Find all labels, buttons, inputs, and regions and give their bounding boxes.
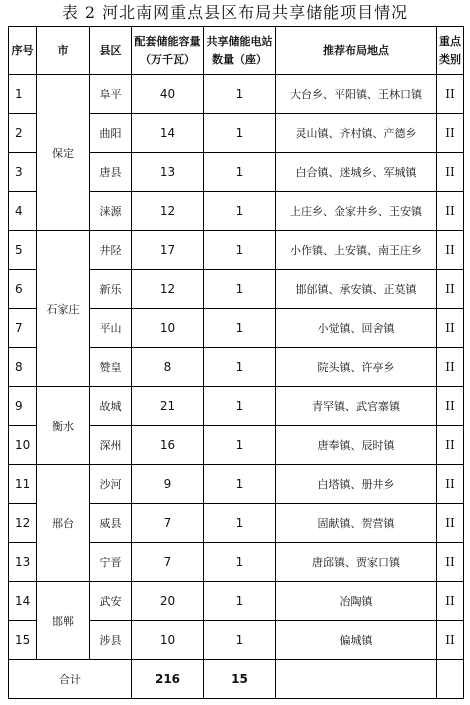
row-capacity: 9 [132, 465, 204, 504]
row-county: 阜平 [90, 75, 132, 114]
row-category: II [437, 621, 464, 660]
total-locations-empty [276, 660, 437, 699]
total-category-empty [437, 660, 464, 699]
row-capacity: 13 [132, 153, 204, 192]
row-capacity: 10 [132, 621, 204, 660]
header-stations: 共享储能电站数量（座） [204, 27, 276, 75]
total-label: 合计 [9, 660, 132, 699]
row-capacity: 16 [132, 426, 204, 465]
row-locations: 固献镇、贺营镇 [276, 504, 437, 543]
total-stations: 15 [204, 660, 276, 699]
row-locations: 冶陶镇 [276, 582, 437, 621]
row-county: 武安 [90, 582, 132, 621]
row-seq: 3 [9, 153, 37, 192]
row-seq: 12 [9, 504, 37, 543]
table-row [9, 582, 464, 621]
row-capacity: 17 [132, 231, 204, 270]
total-capacity: 216 [132, 660, 204, 699]
row-capacity: 14 [132, 114, 204, 153]
row-county: 宁晋 [90, 543, 132, 582]
row-city: 邯郸 [37, 582, 90, 660]
row-locations: 上庄乡、金家井乡、王安镇 [276, 192, 437, 231]
row-seq: 10 [9, 426, 37, 465]
row-seq: 11 [9, 465, 37, 504]
row-category: II [437, 231, 464, 270]
row-stations: 1 [204, 309, 276, 348]
row-stations: 1 [204, 75, 276, 114]
table-row [9, 465, 464, 504]
table-row [9, 231, 464, 270]
row-capacity: 10 [132, 309, 204, 348]
row-county: 深州 [90, 426, 132, 465]
row-capacity: 12 [132, 270, 204, 309]
row-county: 唐县 [90, 153, 132, 192]
row-stations: 1 [204, 543, 276, 582]
row-locations: 灵山镇、齐村镇、产德乡 [276, 114, 437, 153]
row-county: 井陉 [90, 231, 132, 270]
row-category: II [437, 543, 464, 582]
row-stations: 1 [204, 153, 276, 192]
row-seq: 5 [9, 231, 37, 270]
row-county: 威县 [90, 504, 132, 543]
row-seq: 14 [9, 582, 37, 621]
row-locations: 大台乡、平阳镇、王林口镇 [276, 75, 437, 114]
header-city: 市 [37, 27, 90, 75]
row-stations: 1 [204, 192, 276, 231]
row-city: 衡水 [37, 387, 90, 465]
header-category: 重点类别 [437, 27, 464, 75]
row-locations: 邯邰镇、承安镇、正莫镇 [276, 270, 437, 309]
row-seq: 1 [9, 75, 37, 114]
row-capacity: 12 [132, 192, 204, 231]
row-category: II [437, 426, 464, 465]
row-city: 石家庄 [37, 231, 90, 387]
header-county: 县区 [90, 27, 132, 75]
row-seq: 2 [9, 114, 37, 153]
total-row [9, 660, 464, 699]
row-locations: 院头镇、许亭乡 [276, 348, 437, 387]
table-row [9, 387, 464, 426]
storage-projects-table [8, 26, 464, 699]
row-locations: 白塔镇、册井乡 [276, 465, 437, 504]
row-stations: 1 [204, 387, 276, 426]
row-stations: 1 [204, 114, 276, 153]
row-locations: 小觉镇、回舍镇 [276, 309, 437, 348]
row-city: 保定 [37, 75, 90, 231]
row-stations: 1 [204, 465, 276, 504]
row-stations: 1 [204, 348, 276, 387]
row-stations: 1 [204, 582, 276, 621]
row-capacity: 7 [132, 504, 204, 543]
row-locations: 唐邱镇、贾家口镇 [276, 543, 437, 582]
row-seq: 13 [9, 543, 37, 582]
row-locations: 青罕镇、武官寨镇 [276, 387, 437, 426]
row-stations: 1 [204, 621, 276, 660]
row-seq: 4 [9, 192, 37, 231]
row-capacity: 21 [132, 387, 204, 426]
row-city: 邢台 [37, 465, 90, 582]
row-locations: 唐奉镇、辰时镇 [276, 426, 437, 465]
row-stations: 1 [204, 426, 276, 465]
row-category: II [437, 387, 464, 426]
header-seq: 序号 [9, 27, 37, 75]
row-category: II [437, 582, 464, 621]
row-category: II [437, 465, 464, 504]
row-county: 平山 [90, 309, 132, 348]
row-category: II [437, 504, 464, 543]
row-category: II [437, 348, 464, 387]
header-locations: 推荐布局地点 [276, 27, 437, 75]
row-stations: 1 [204, 270, 276, 309]
row-stations: 1 [204, 231, 276, 270]
row-county: 沙河 [90, 465, 132, 504]
row-county: 故城 [90, 387, 132, 426]
row-capacity: 20 [132, 582, 204, 621]
row-category: II [437, 75, 464, 114]
row-seq: 9 [9, 387, 37, 426]
row-county: 新乐 [90, 270, 132, 309]
row-capacity: 8 [132, 348, 204, 387]
row-county: 涞源 [90, 192, 132, 231]
row-category: II [437, 192, 464, 231]
row-category: II [437, 309, 464, 348]
row-county: 赞皇 [90, 348, 132, 387]
row-seq: 8 [9, 348, 37, 387]
row-stations: 1 [204, 504, 276, 543]
table-title: 表 2 河北南网重点县区布局共享储能项目情况 [61, 3, 409, 22]
row-county: 涉县 [90, 621, 132, 660]
row-seq: 15 [9, 621, 37, 660]
row-category: II [437, 153, 464, 192]
table-row [9, 75, 464, 114]
row-capacity: 7 [132, 543, 204, 582]
row-seq: 6 [9, 270, 37, 309]
row-locations: 小作镇、上安镇、南王庄乡 [276, 231, 437, 270]
row-category: II [437, 270, 464, 309]
header-capacity: 配套储能容量（万千瓦） [132, 27, 204, 75]
row-category: II [437, 114, 464, 153]
row-seq: 7 [9, 309, 37, 348]
row-locations: 偏城镇 [276, 621, 437, 660]
row-capacity: 40 [132, 75, 204, 114]
row-county: 曲阳 [90, 114, 132, 153]
row-locations: 白合镇、迷城乡、军城镇 [276, 153, 437, 192]
